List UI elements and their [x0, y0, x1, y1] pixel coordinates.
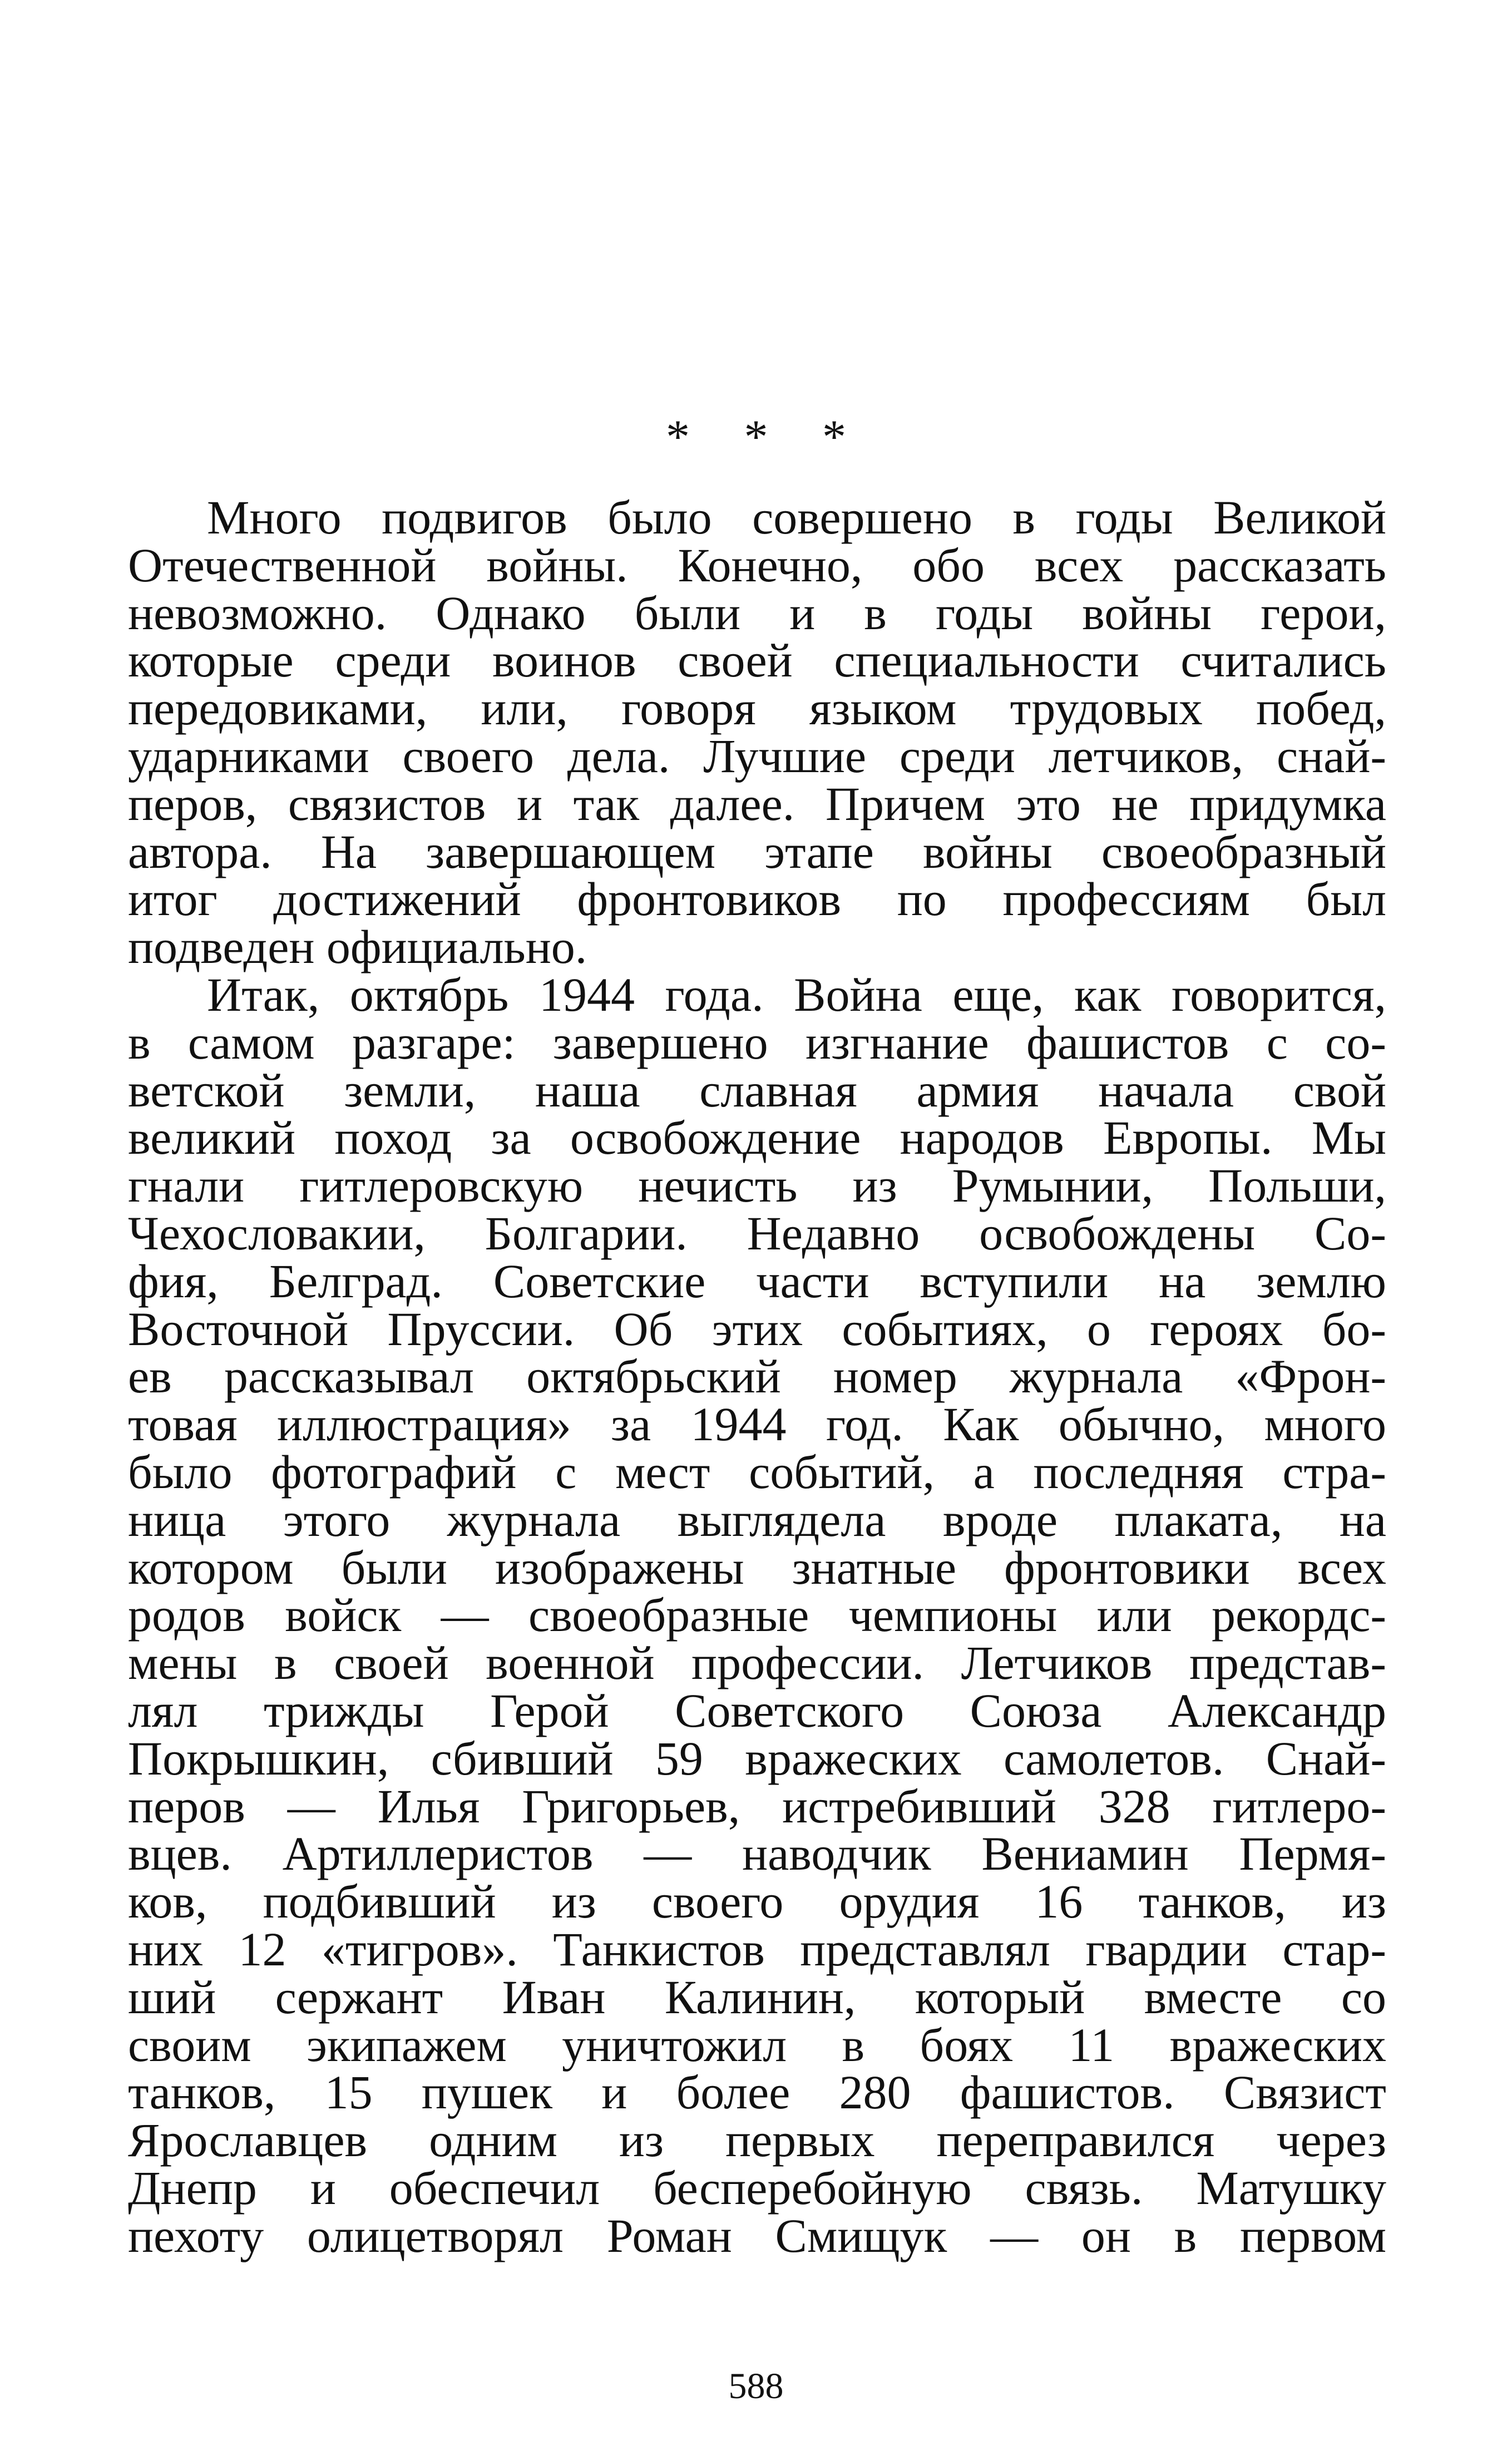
text-line: Покрышкин, сбивший 59 вражеских самолетов. Снай- — [128, 1731, 1386, 1785]
text-line: товая иллюстрация» за 1944 год. Как обычно, много — [128, 1397, 1386, 1451]
text-line: ев рассказывал октябрьский номер журнала «Фрон- — [128, 1350, 1386, 1404]
text-line: подведен официально. — [128, 920, 587, 974]
text-line: ударниками своего дела. Лучшие среди летчиков, снай- — [128, 729, 1386, 783]
text-line: которые среди воинов своей специальности считались — [128, 634, 1386, 688]
text-line: ветской земли, наша славная армия начала свой — [128, 1063, 1386, 1117]
text-line: ший сержант Иван Калинин, который вместе со — [128, 1970, 1386, 2024]
section-separator: * * * — [666, 410, 867, 463]
text-line: Итак, октябрь 1944 года. Война еще, как говорится, — [207, 967, 1386, 1021]
text-line: Днепр и обеспечил бесперебойную связь. Матушку — [128, 2161, 1386, 2215]
text-line: пехоту олицетворял Роман Смищук — он в первом — [128, 2208, 1386, 2262]
text-line: лял трижды Герой Советского Союза Александр — [128, 1683, 1386, 1737]
text-line: родов войск — своеобразные чемпионы или рекордс- — [128, 1588, 1386, 1642]
text-line: Много подвигов было совершено в годы Великой — [207, 491, 1386, 544]
text-line: Отечественной войны. Конечно, обо всех рассказать — [128, 538, 1386, 592]
text-line: Чехословакии, Болгарии. Недавно освобождены Со- — [128, 1206, 1386, 1260]
text-line: ница этого журнала выглядела вроде плаката, на — [128, 1493, 1386, 1546]
text-line: Ярославцев одним из первых переправился через — [128, 2113, 1386, 2167]
text-line: передовиками, или, говоря языком трудовых побед, — [128, 681, 1386, 735]
text-line: перов — Илья Григорьев, истребивший 328 гитлеро- — [128, 1779, 1386, 1833]
text-line: в самом разгаре: завершено изгнание фашистов с со- — [128, 1015, 1386, 1069]
text-line: гнали гитлеровскую нечисть из Румынии, Польши, — [128, 1159, 1386, 1213]
text-line: мены в своей военной профессии. Летчиков представ- — [128, 1636, 1386, 1690]
page-number: 588 — [728, 2366, 784, 2406]
text-line: котором были изображены знатные фронтовики всех — [128, 1540, 1386, 1594]
body-text — [128, 491, 1386, 2262]
text-line: великий поход за освобождение народов Европы. Мы — [128, 1111, 1386, 1165]
text-line: было фотографий с мест событий, а последняя стра- — [128, 1445, 1386, 1499]
text-line: вцев. Артиллеристов — наводчик Вениамин Пермя- — [128, 1827, 1386, 1881]
text-line: фия, Белград. Советские части вступили на землю — [128, 1254, 1386, 1308]
text-line: автора. На завершающем этапе войны своеобразный — [128, 824, 1386, 878]
paragraph-1 — [128, 491, 1386, 974]
text-line: итог достижений фронтовиков по профессиям был — [128, 872, 1386, 926]
text-line: перов, связистов и так далее. Причем это не придумка — [128, 777, 1386, 831]
text-line: невозможно. Однако были и в годы войны герои, — [128, 586, 1386, 640]
text-line: ков, подбивший из своего орудия 16 танков, из — [128, 1875, 1386, 1929]
paragraph-2 — [128, 967, 1386, 2262]
text-line: своим экипажем уничтожил в боях 11 вражеских — [128, 2018, 1386, 2072]
text-line: танков, 15 пушек и более 280 фашистов. Связист — [128, 2065, 1386, 2119]
text-line: них 12 «тигров». Танкистов представлял гвардии стар- — [128, 1922, 1386, 1976]
text-line: Восточной Пруссии. Об этих событиях, о героях бо- — [128, 1302, 1386, 1356]
